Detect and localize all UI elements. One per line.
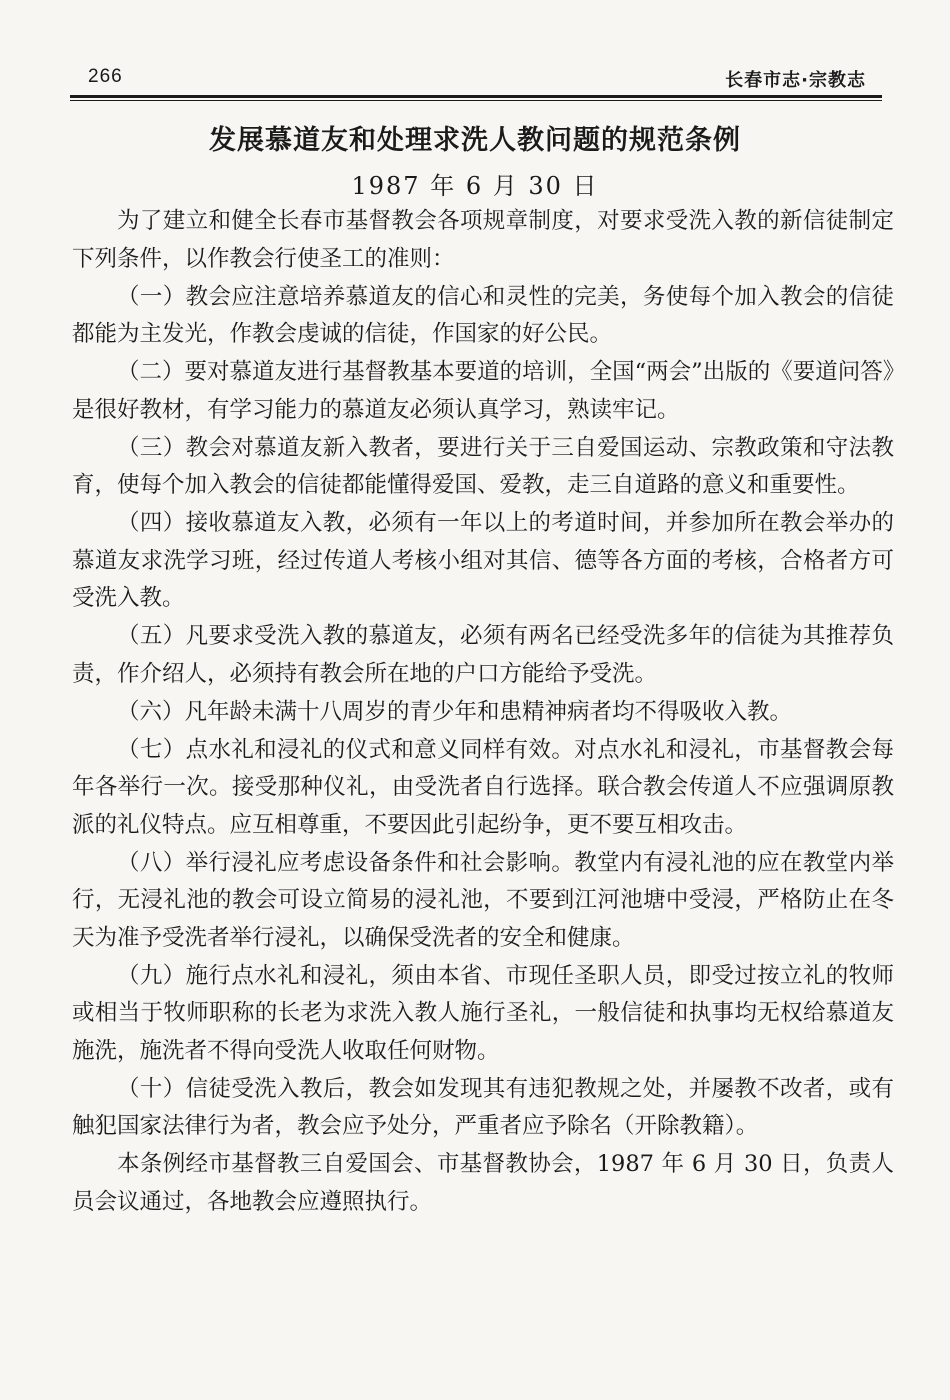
article-5: （五）凡要求受洗入教的慕道友，必须有两名已经受洗多年的信徒为其推荐负责，作介绍人，必须持有教会所在地的户口方能给予受洗。: [72, 623, 894, 687]
document-date: 1987 年 6 月 30 日: [351, 172, 599, 200]
article-4: （四）接收慕道友入教，必须有一年以上的考道时间，并参加所在教会举办的慕道友求洗学习班，经过传道人考核小组对其信、德等各方面的考核，合格者方可受洗入教。: [72, 510, 894, 611]
closing-paragraph: 本条例经市基督教三自爱国会、市基督教协会，1987 年 6 月 30 日，负责人员会议通过，各地教会应遵照执行。: [72, 1151, 894, 1215]
book-title: 长春市志·宗教志: [725, 70, 866, 91]
article-9: （九）施行点水礼和浸礼，须由本省、市现任圣职人员，即受过按立礼的牧师或相当于牧师职称的长老为求洗入教人施行圣礼，一般信徒和执事均无权给慕道友施洗，施洗者不得向受洗人收取任何财物。: [72, 962, 894, 1064]
article-7: （七）点水礼和浸礼的仪式和意义同样有效。对点水礼和浸礼，市基督教会每年各举行一次。接受那种仪礼，由受洗者自行选择。联合教会传道人不应强调原教派的礼仪特点。应互相尊重，不要因此引起纷争，更不要互相攻击。: [72, 736, 894, 838]
article-2: （二）要对慕道友进行基督教基本要道的培训，全国“两会”出版的《要道问答》是很好教材，有学习能力的慕道友必须认真学习，熟读牢记。: [72, 359, 894, 423]
article-6: （六）凡年龄未满十八周岁的青少年和患精神病者均不得吸收入教。: [117, 698, 793, 725]
header-rule-thick: [70, 95, 882, 98]
document-title: 发展慕道友和处理求洗人教问题的规范条例: [209, 125, 741, 156]
running-head: [70, 64, 870, 94]
article-1: （一）教会应注意培养慕道友的信心和灵性的完美，务使每个加入教会的信徒都能为主发光，作教会虔诚的信徒，作国家的好公民。: [72, 283, 894, 347]
intro-paragraph: 为了建立和健全长春市基督教会各项规章制度，对要求受洗入教的新信徒制定下列条件，以作教会行使圣工的准则：: [72, 208, 894, 272]
page-number: 266: [88, 66, 123, 87]
document-body: [72, 203, 894, 1222]
article-10: （十）信徒受洗入教后，教会如发现其有违犯教规之处，并屡教不改者，或有触犯国家法律行为者，教会应予处分，严重者应予除名（开除教籍）。: [72, 1075, 894, 1139]
article-3: （三）教会对慕道友新入教者，要进行关于三自爱国运动、宗教政策和守法教育，使每个加入教会的信徒都能懂得爱国、爱教，走三自道路的意义和重要性。: [72, 434, 894, 498]
header-rule-thin: [70, 100, 882, 101]
article-8: （八）举行浸礼应考虑设备条件和社会影响。教堂内有浸礼池的应在教堂内举行，无浸礼池的教会可设立简易的浸礼池，不要到江河池塘中受浸，严格防止在冬天为准予受洗者举行浸礼，以确保受洗者的安全和健康。: [72, 849, 894, 951]
